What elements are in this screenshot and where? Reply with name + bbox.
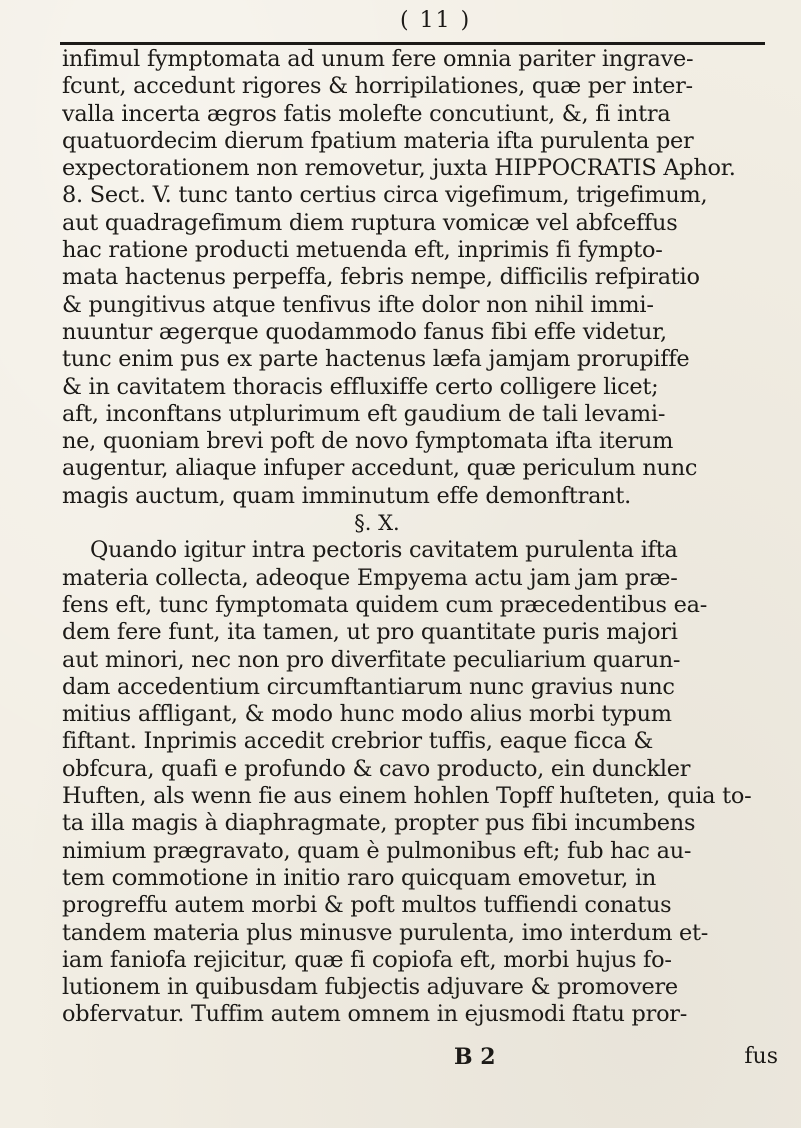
text-line: infimul fymptomata ad unum fere omnia pariter ingrave- — [62, 46, 694, 72]
text-line: tem commotione in initio raro quicquam emovetur, in — [62, 864, 657, 891]
text-line: hac ratione producti metuenda eft, inprimis fi fympto- — [62, 237, 663, 264]
text-line: obfcura, quafi e profundo & cavo producto, ein dunckler — [62, 755, 691, 782]
text-line: aut minori, nec non pro diverfitate peculiarium quarun- — [62, 646, 681, 673]
text-line: iam faniofa rejicitur, quæ fi copiofa eft, morbi hujus fo- — [62, 946, 672, 973]
catchword: fus — [744, 1044, 778, 1069]
text-line: ne, quoniam brevi poft de novo fymptomata ifta iterum — [62, 428, 674, 455]
text-line: dam accedentium circumftantiarum nunc gravius nunc — [62, 673, 675, 700]
signature-mark: B 2 — [454, 1044, 496, 1070]
text-line: expectorationem non removetur, juxta HIPPOCRATIS Aphor. — [62, 155, 736, 182]
text-line: magis auctum, quam imminutum effe demonftrant. — [62, 482, 632, 509]
text-line: dem fere funt, ita tamen, ut pro quantitate puris majori — [62, 619, 678, 646]
header-rule — [60, 42, 765, 45]
text-line: augentur, aliaque infuper accedunt, quæ periculum nunc — [62, 455, 698, 482]
text-line: & pungitivus atque tenfivus ifte dolor non nihil immi- — [62, 291, 654, 318]
text-line: lutionem in quibusdam fubjectis adjuvare & promovere — [62, 974, 678, 1001]
text-line: Huften, als wenn fie aus einem hohlen Topff huſteten, quia to- — [62, 783, 752, 810]
page-header — [60, 6, 765, 40]
text-line: mitius affligant, & modo hunc modo alius morbi typum — [62, 701, 672, 728]
text-line: progreffu autem morbi & poft multos tuffiendi conatus — [62, 892, 672, 919]
text-line: nuuntur ægerque quodammodo fanus fibi effe videtur, — [62, 318, 667, 345]
text-line: Quando igitur intra pectoris cavitatem purulenta ifta — [90, 537, 678, 564]
text-line: quatuordecim dierum fpatium materia ifta purulenta per — [62, 127, 694, 154]
text-line: tunc enim pus ex parte hactenus læfa jamjam prorupiffe — [62, 346, 690, 373]
text-line: materia collecta, adeoque Empyema actu jam jam præ- — [62, 564, 678, 591]
text-line: valla incerta ægros fatis molefte concutiunt, &, fi intra — [62, 100, 671, 127]
text-line: tandem materia plus minusve purulenta, imo interdum et- — [62, 919, 709, 946]
body-text — [62, 46, 784, 1029]
text-line: mata hactenus perpeffa, febris nempe, difficilis refpiratio — [62, 264, 700, 291]
text-line: obfervatur. Tuffim autem omnem in ejusmodi ftatu pror- — [62, 1001, 688, 1028]
text-line: & in cavitatem thoracis effluxiffe certo colligere licet; — [62, 373, 659, 400]
text-line: fiftant. Inprimis accedit crebrior tuffis, eaque ficca & — [62, 728, 654, 755]
text-line: fcunt, accedunt rigores & horripilationes, quæ per inter- — [62, 73, 693, 100]
text-line: aut quadragefimum diem ruptura vomicæ vel abfceffus — [62, 209, 678, 236]
text-line: 8. Sect. V. tunc tanto certius circa vigefimum, trigefimum, — [62, 182, 708, 209]
page-number: ( 11 ) — [400, 8, 472, 33]
text-line: fens eft, tunc fymptomata quidem cum præcedentibus ea- — [62, 591, 708, 618]
text-line: aft, inconftans utplurimum eft gaudium de tali levami- — [62, 400, 666, 427]
section-heading: §. X. — [354, 511, 400, 536]
text-line: nimium prægravato, quam è pulmonibus eft; fub hac au- — [62, 837, 692, 864]
text-line: ta illa magis à diaphragmate, propter pus fibi incumbens — [62, 810, 696, 837]
page-footer — [62, 1044, 784, 1072]
